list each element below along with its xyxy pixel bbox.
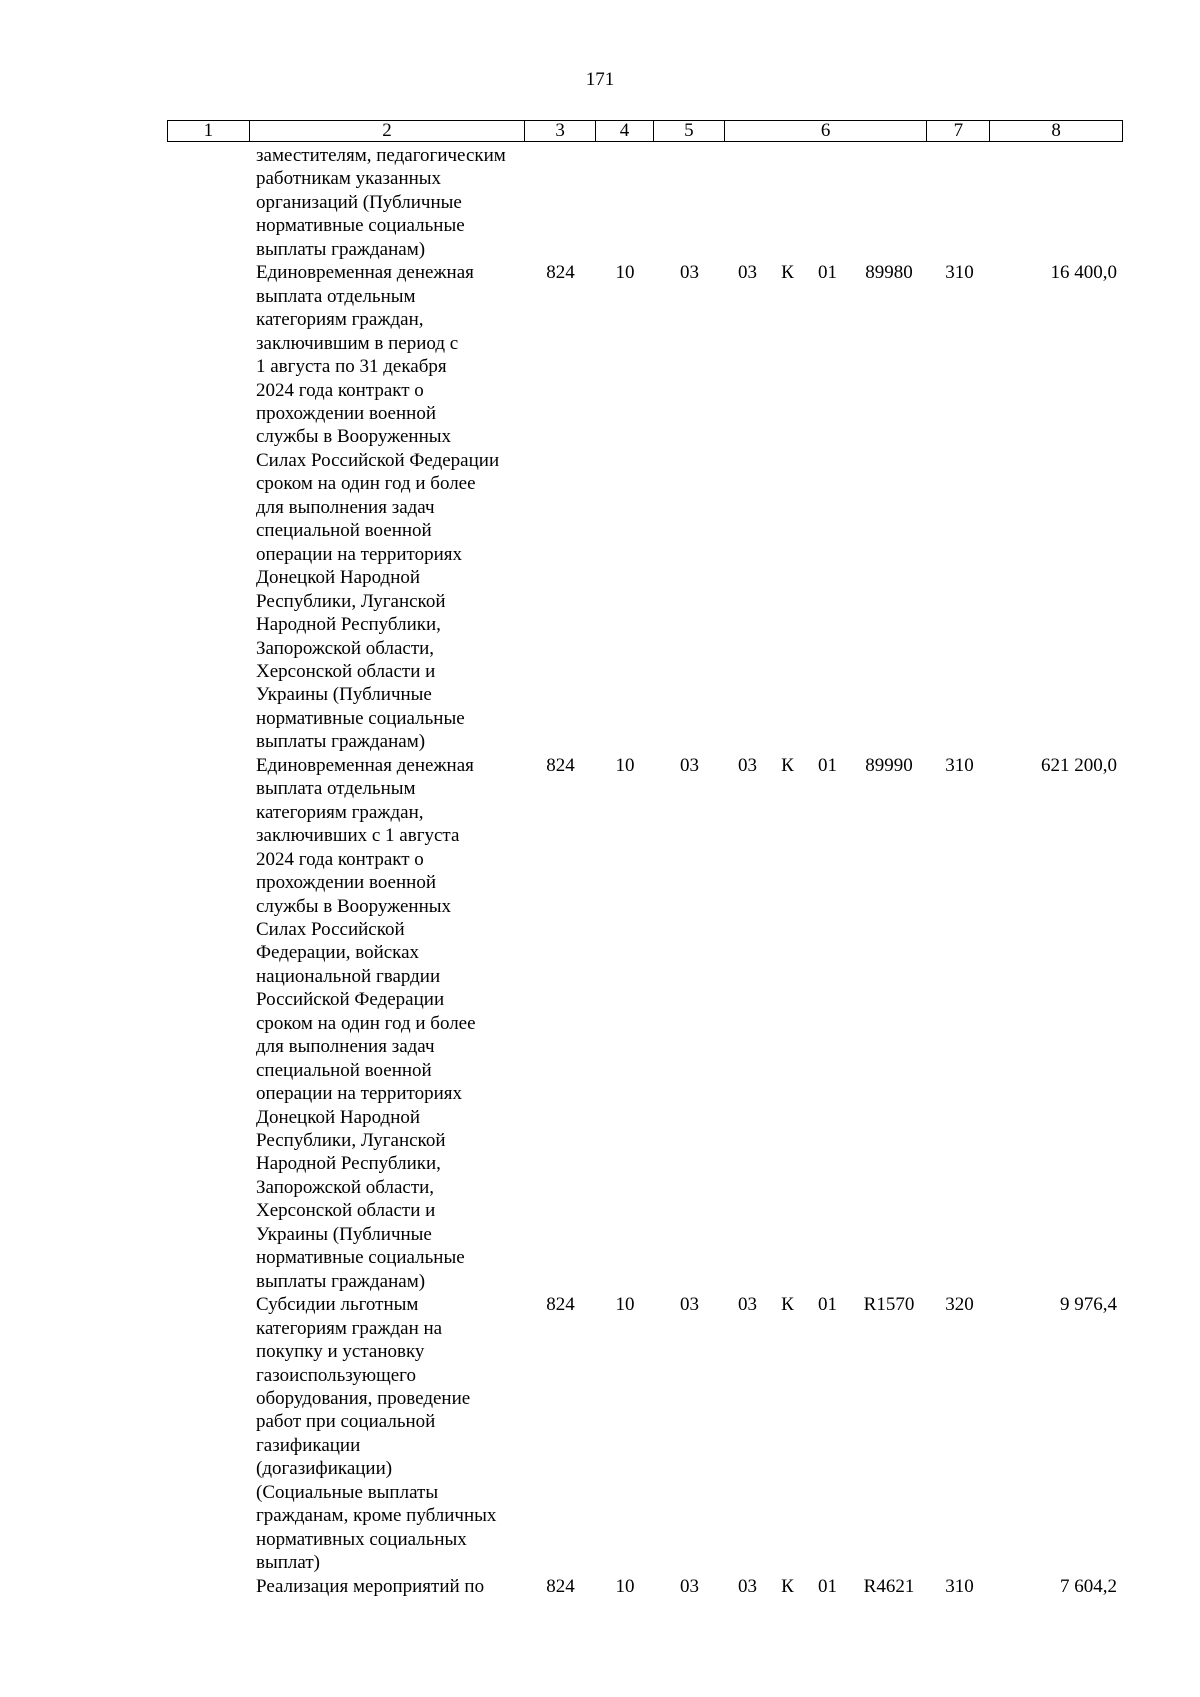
cell-col-7: 310 (945, 1575, 974, 1597)
header-col-3: 3 (525, 121, 596, 141)
cell-description: Единовременная денежная выплата отдельным категориям граждан, заключивших с 1 августа 2024 года контракт о прохождении военной службы в Вооруженных Силах Российской Федерации, войсках национальной гвардии Российской Федерации сроком на один год и более для выполнения задач специальной военной операции на территориях Донецкой Народной Республики, Луганской Народной Республики, Запорожской области, Херсонской области и Украины (Публичные нормативные социальные выплаты гражданам) (256, 754, 476, 1292)
cell-col-3: 824 (546, 1294, 575, 1316)
cell-col-6-letter: К (781, 754, 794, 776)
cell-col-6-program: 03 (738, 1575, 757, 1597)
cell-col-3: 824 (546, 1575, 575, 1597)
table-body (167, 144, 1123, 1598)
cell-col-4: 10 (615, 1575, 635, 1597)
cell-col-8-amount: 7 604,2 (1060, 1575, 1117, 1597)
cell-col-7: 310 (945, 754, 974, 776)
cell-col-6-program: 03 (738, 1294, 757, 1316)
cell-col-6-letter: К (781, 1294, 794, 1316)
cell-col-6-sub: 01 (818, 1294, 837, 1316)
cell-col-8-amount: 16 400,0 (1050, 262, 1117, 284)
cell-col-3: 824 (546, 754, 575, 776)
table-row (167, 144, 1123, 261)
cell-col-4: 10 (615, 1294, 635, 1316)
cell-col-6-code: 89990 (865, 754, 913, 776)
table-row (167, 754, 1123, 1293)
cell-col-3: 824 (546, 262, 575, 284)
cell-col-7: 320 (945, 1294, 974, 1316)
cell-description: Субсидии льготным категориям граждан на покупку и установку газоиспользующего оборудования, проведение работ при социальной газификации (догазификации) (Социальные выплаты гражданам, кроме публичных нормативных социальных выплат) (256, 1294, 497, 1574)
table-row (167, 1293, 1123, 1574)
cell-col-5: 03 (680, 1294, 699, 1316)
cell-description: заместителям, педагогическим работникам указанных организаций (Публичные нормативные социальные выплаты гражданам) (256, 145, 506, 260)
cell-col-6-sub: 01 (818, 754, 837, 776)
cell-col-6-program: 03 (738, 754, 757, 776)
table-row (167, 1575, 1123, 1598)
cell-col-4: 10 (615, 754, 635, 776)
cell-col-7: 310 (945, 262, 974, 284)
table-row (167, 261, 1123, 754)
header-col-8: 8 (1051, 120, 1061, 141)
header-col-5: 5 (654, 121, 725, 141)
cell-col-5: 03 (680, 754, 699, 776)
header-col-2: 2 (250, 121, 525, 141)
cell-col-6-code: 89980 (865, 262, 913, 284)
cell-description: Единовременная денежная выплата отдельным категориям граждан, заключившим в период с 1 августа по 31 декабря 2024 года контракт о прохождении военной службы в Вооруженных Силах Российской Федерации сроком на один год и более для выполнения задач специальной военной операции на территориях Донецкой Народной Республики, Луганской Народной Республики, Запорожской области, Херсонской области и Украины (Публичные нормативные социальные выплаты гражданам) (256, 262, 500, 753)
cell-col-8-amount: 9 976,4 (1060, 1294, 1117, 1316)
cell-col-6-sub: 01 (818, 262, 837, 284)
cell-col-5: 03 (680, 262, 699, 284)
cell-description: Реализация мероприятий по (256, 1575, 485, 1597)
header-col-4: 4 (596, 121, 654, 141)
cell-col-8-amount: 621 200,0 (1041, 754, 1117, 776)
header-col-1: 1 (168, 121, 250, 141)
cell-col-6-letter: К (781, 262, 794, 284)
header-col-7: 7 (927, 121, 990, 141)
cell-col-6-sub: 01 (818, 1575, 837, 1597)
cell-col-6-program: 03 (738, 262, 757, 284)
header-col-6: 6 (725, 121, 928, 141)
cell-col-6-code: R1570 (863, 1294, 915, 1316)
cell-col-4: 10 (615, 262, 635, 284)
cell-col-6-code: R4621 (863, 1575, 915, 1597)
table-header (167, 120, 1123, 142)
cell-col-5: 03 (680, 1575, 699, 1597)
cell-col-6-letter: К (781, 1575, 794, 1597)
page-number: 171 (585, 69, 615, 90)
